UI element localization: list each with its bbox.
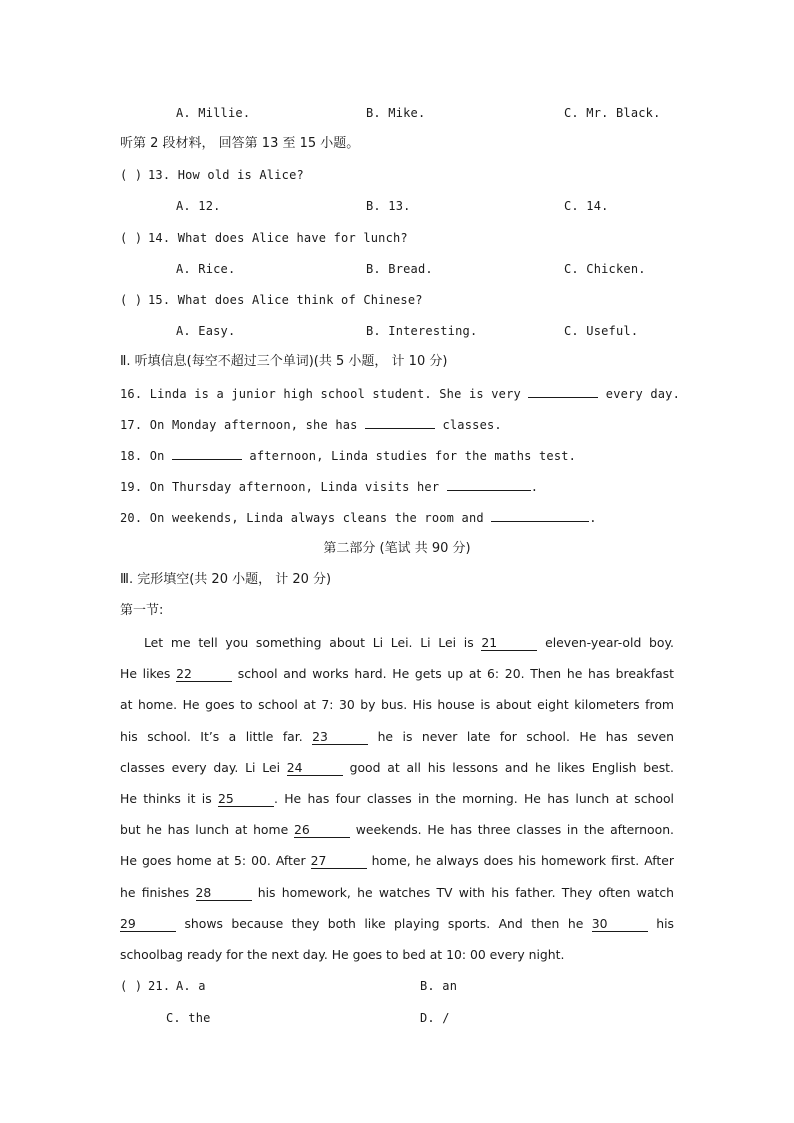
passage-blank-22[interactable]: 22 bbox=[176, 666, 232, 682]
fill-item-18-text: 18. On bbox=[120, 449, 172, 463]
question-14-stem: 14. What does Alice have for lunch? bbox=[148, 231, 408, 245]
q12-options bbox=[176, 103, 674, 123]
q21-option-b[interactable]: B. an bbox=[420, 979, 458, 993]
fill-item-16-tail: every day. bbox=[598, 387, 681, 401]
question-15 bbox=[120, 290, 674, 310]
question-21-row2 bbox=[120, 1008, 674, 1028]
fill-item-20 bbox=[120, 508, 674, 528]
fill-item-20-text: 20. On weekends, Linda always cleans the room and bbox=[120, 511, 492, 525]
fill-item-17-text: 17. On Monday afternoon, she has bbox=[120, 418, 366, 432]
answer-blank-16[interactable] bbox=[528, 385, 598, 398]
fill-item-17-tail: classes. bbox=[435, 418, 502, 432]
question-21 bbox=[120, 976, 674, 996]
q13-option-b[interactable]: B. 13. bbox=[366, 199, 411, 213]
passage-line-4: his school. It’s a little far. 23 he is never late for school. He has seven bbox=[120, 729, 674, 744]
answer-blank-19[interactable] bbox=[447, 478, 531, 491]
q12-option-c[interactable]: C. Mr. Black. bbox=[564, 106, 661, 120]
passage-blank-27[interactable]: 27 bbox=[311, 853, 367, 869]
fill-item-19-text: 19. On Thursday afternoon, Linda visits her bbox=[120, 480, 447, 494]
passage-line-1: Let me tell you something about Li Lei. Li Lei is 21 eleven-year-old boy. bbox=[144, 635, 674, 650]
passage-blank-21[interactable]: 21 bbox=[481, 635, 537, 651]
section2-instruction: 听第 2 段材料， 回答第 13 至 15 小题。 bbox=[120, 136, 360, 151]
answer-paren-13[interactable]: ( ) bbox=[120, 168, 143, 182]
q14-option-a[interactable]: A. Rice. bbox=[176, 262, 236, 276]
part2-heading: Ⅱ. 听填信息(每空不超过三个单词)(共 5 小题， 计 10 分) bbox=[120, 354, 448, 369]
passage-blank-28[interactable]: 28 bbox=[196, 885, 252, 901]
part3-heading: Ⅲ. 完形填空(共 20 小题， 计 20 分) bbox=[120, 572, 332, 587]
section1-label: 第一节: bbox=[120, 603, 164, 618]
passage-line-11: schoolbag ready for the next day. He goes to bed at 10: 00 every night. bbox=[120, 947, 565, 962]
answer-blank-18[interactable] bbox=[172, 447, 242, 460]
fill-item-16 bbox=[120, 384, 681, 404]
passage-blank-29[interactable]: 29 bbox=[120, 916, 176, 932]
question-13-stem: 13. How old is Alice? bbox=[148, 168, 304, 182]
fill-item-18-tail: afternoon, Linda studies for the maths test. bbox=[241, 449, 577, 463]
fill-item-20-tail: . bbox=[589, 511, 597, 525]
q21-option-a[interactable]: A. a bbox=[176, 979, 206, 993]
q12-option-a[interactable]: A. Millie. bbox=[176, 106, 251, 120]
passage-line-9: he finishes 28 his homework, he watches TV with his father. They often watch bbox=[120, 885, 674, 900]
fill-item-16-text: 16. Linda is a junior high school student. She is very bbox=[120, 387, 529, 401]
answer-blank-17[interactable] bbox=[365, 416, 435, 429]
passage-blank-30[interactable]: 30 bbox=[592, 916, 648, 932]
passage-line-6: He thinks it is 25 . He has four classes in the morning. He has lunch at school bbox=[120, 791, 674, 806]
q14-option-b[interactable]: B. Bread. bbox=[366, 262, 433, 276]
answer-paren-21[interactable]: ( ) bbox=[120, 979, 143, 993]
q12-option-b[interactable]: B. Mike. bbox=[366, 106, 426, 120]
q14-options bbox=[176, 259, 674, 279]
q15-option-c[interactable]: C. Useful. bbox=[564, 324, 639, 338]
question-13 bbox=[120, 165, 674, 185]
q21-option-c[interactable]: C. the bbox=[166, 1011, 211, 1025]
fill-item-19-tail: . bbox=[530, 480, 539, 494]
q15-option-a[interactable]: A. Easy. bbox=[176, 324, 236, 338]
passage-line-8: He goes home at 5: 00. After 27 home, he always does his homework first. After bbox=[120, 853, 674, 868]
fill-item-17 bbox=[120, 415, 674, 435]
passage-blank-23[interactable]: 23 bbox=[312, 729, 368, 745]
passage-line-5: classes every day. Li Lei 24 good at all his lessons and he likes English best. bbox=[120, 760, 674, 775]
answer-blank-20[interactable] bbox=[491, 509, 589, 522]
written-part-title: 第二部分 (笔试 共 90 分) bbox=[323, 541, 471, 556]
answer-paren-14[interactable]: ( ) bbox=[120, 231, 143, 245]
q14-option-c[interactable]: C. Chicken. bbox=[564, 262, 646, 276]
passage-line-2: He likes 22 school and works hard. He gets up at 6: 20. Then he has breakfast bbox=[120, 666, 675, 681]
passage-blank-26[interactable]: 26 bbox=[294, 822, 350, 838]
passage-line-3: at home. He goes to school at 7: 30 by bus. His house is about eight kilometers from bbox=[120, 697, 674, 712]
passage-line-7: but he has lunch at home 26 weekends. He has three classes in the afternoon. bbox=[120, 822, 674, 837]
passage-blank-25[interactable]: 25 bbox=[218, 791, 274, 807]
fill-item-18 bbox=[120, 446, 674, 466]
q13-option-a[interactable]: A. 12. bbox=[176, 199, 221, 213]
question-14 bbox=[120, 228, 674, 248]
answer-paren-15[interactable]: ( ) bbox=[120, 293, 143, 307]
passage-line-10: 29 shows because they both like playing sports. And then he 30 his bbox=[120, 916, 674, 931]
question-15-stem: 15. What does Alice think of Chinese? bbox=[148, 293, 423, 307]
q15-options bbox=[176, 321, 674, 341]
q13-option-c[interactable]: C. 14. bbox=[564, 199, 609, 213]
q15-option-b[interactable]: B. Interesting. bbox=[366, 324, 478, 338]
passage-blank-24[interactable]: 24 bbox=[287, 760, 343, 776]
q21-option-d[interactable]: D. / bbox=[420, 1011, 450, 1025]
question-21-number: 21. bbox=[148, 979, 171, 993]
q13-options bbox=[176, 196, 674, 216]
fill-item-19 bbox=[120, 477, 674, 497]
